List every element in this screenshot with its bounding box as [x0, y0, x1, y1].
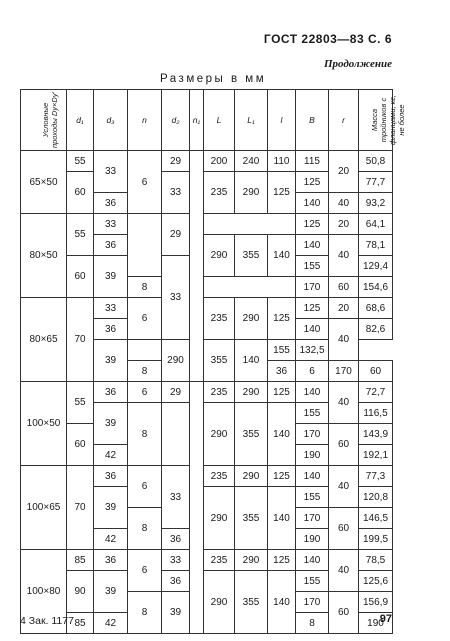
table-cell: 8	[128, 508, 162, 550]
table-cell: 20	[329, 298, 359, 319]
table-cell: 29	[162, 382, 190, 403]
column-header: l	[268, 90, 296, 151]
column-header: Масса тройников с фланцами, кг, не более	[359, 90, 393, 151]
table-cell: 140	[268, 571, 296, 634]
table-cell: 20	[329, 151, 359, 193]
table-cell: 290	[204, 403, 235, 466]
table-cell: 140	[296, 550, 329, 571]
table-cell: 290	[235, 550, 268, 571]
table-cell: 60	[329, 277, 359, 298]
table-cell	[204, 277, 296, 298]
table-cell: 64,1	[359, 214, 393, 235]
table-cell: 146,5	[359, 508, 393, 529]
table-cell: 36	[94, 466, 128, 487]
table-cell: 290	[162, 340, 190, 382]
table-cell: 60	[359, 361, 393, 382]
table-cell: 355	[204, 340, 235, 382]
table-cell: 29	[162, 214, 190, 256]
column-header: d₃	[94, 90, 128, 151]
column-header: L	[204, 90, 235, 151]
table-cell: 77,3	[359, 466, 393, 487]
table-cell: 125	[296, 214, 329, 235]
table-cell: 140	[268, 403, 296, 466]
table-cell: 8	[296, 613, 329, 634]
table-cell: 235	[204, 298, 235, 340]
table-cell: 55	[67, 151, 94, 172]
table-cell: 85	[67, 613, 94, 634]
table-cell: 200	[204, 151, 235, 172]
table-cell: 33	[94, 151, 128, 193]
table-cell: 155	[268, 340, 296, 361]
table-cell: 36	[94, 319, 128, 340]
table-cell: 8	[128, 277, 162, 298]
table-cell: 36	[94, 550, 128, 571]
table-cell	[128, 214, 162, 277]
table-cell: 33	[94, 214, 128, 235]
table-cell: 60	[329, 592, 359, 634]
table-cell: 29	[162, 151, 190, 172]
table-cell: 6	[128, 151, 162, 214]
table-cell: 170	[296, 508, 329, 529]
table-cell: 155	[296, 403, 329, 424]
table-cell: 355	[235, 403, 268, 466]
table-cell: 170	[296, 424, 329, 445]
table-cell: 70	[67, 298, 94, 382]
table-cell: 33	[162, 172, 190, 214]
table-cell: 42	[94, 529, 128, 550]
table-cell: 290	[204, 571, 235, 634]
table-cell	[128, 340, 162, 361]
table-cell: 40	[329, 550, 359, 592]
table-cell	[190, 382, 204, 634]
column-header: n	[128, 90, 162, 151]
table-cell: 116,5	[359, 403, 393, 424]
table-cell: 132,5	[296, 340, 329, 361]
table-cell: 290	[204, 487, 235, 550]
footer-order-number: 4 Зак. 1177	[20, 615, 74, 627]
table-cell: 70	[67, 466, 94, 550]
table-cell: 235	[204, 382, 235, 403]
table-cell: 55	[67, 214, 94, 256]
table-header-row	[21, 90, 393, 151]
table-cell: 125	[268, 298, 296, 340]
table-cell: 39	[94, 256, 128, 298]
table-cell: 235	[204, 466, 235, 487]
table-cell: 60	[67, 256, 94, 298]
table-cell: 140	[296, 319, 329, 340]
table-cell: 60	[329, 508, 359, 550]
table-cell: 36	[162, 571, 190, 592]
table-cell: 36	[94, 382, 128, 403]
table-cell: 290	[235, 466, 268, 487]
table-cell: 78,5	[359, 550, 393, 571]
table-cell: 355	[235, 235, 268, 277]
table-cell: 125	[268, 382, 296, 403]
table-cell: 154,6	[359, 277, 393, 298]
column-header: Условные проходы Dy×Dy'	[21, 90, 67, 151]
table-cell: 42	[94, 445, 128, 466]
table-cell: 125	[296, 298, 329, 319]
table-cell: 60	[67, 172, 94, 214]
table-cell: 143,9	[359, 424, 393, 445]
table-cell: 40	[329, 193, 359, 214]
table-row	[21, 298, 393, 319]
table-cell: 190	[359, 613, 393, 634]
table-cell: 85	[67, 550, 94, 571]
table-cell	[190, 151, 204, 382]
table-cell: 20	[329, 214, 359, 235]
table-cell: 170	[329, 361, 359, 382]
table-row	[21, 382, 393, 403]
table-cell: 77,7	[359, 172, 393, 193]
table-cell: 39	[94, 487, 128, 529]
table-cell: 140	[235, 340, 268, 382]
table-cell: 155	[296, 487, 329, 508]
table-cell: 6	[128, 298, 162, 340]
table-cell: 140	[296, 193, 329, 214]
table-cell	[204, 214, 296, 235]
table-cell: 40	[329, 466, 359, 508]
table-cell: 60	[67, 424, 94, 466]
table-cell: 125	[268, 172, 296, 214]
table-cell: 33	[94, 298, 128, 319]
table-cell: 36	[94, 235, 128, 256]
table-cell: 125,6	[359, 571, 393, 592]
table-cell	[162, 403, 190, 466]
table-cell: 129,4	[359, 256, 393, 277]
column-header: d₂	[162, 90, 190, 151]
table-row	[21, 151, 393, 172]
row-label: 65×50	[21, 151, 67, 214]
dimensions-table	[20, 89, 406, 634]
table-cell: 240	[235, 151, 268, 172]
table-cell: 36	[94, 193, 128, 214]
table-cell: 199,5	[359, 529, 393, 550]
table-cell: 125	[268, 550, 296, 571]
row-label: 80×50	[21, 214, 67, 298]
table-cell: 290	[235, 382, 268, 403]
table-cell: 235	[204, 172, 235, 214]
table-cell: 36	[268, 361, 296, 382]
document-header: ГОСТ 22803—83 С. 6	[263, 32, 392, 46]
table-cell: 125	[268, 466, 296, 487]
table-cell: 290	[204, 235, 235, 277]
table-cell: 90	[67, 571, 94, 613]
table-cell: 68,6	[359, 298, 393, 319]
table-cell: 39	[162, 592, 190, 634]
table-cell: 140	[268, 235, 296, 277]
table-cell: 33	[162, 466, 190, 529]
table-cell: 140	[296, 235, 329, 256]
table-cell: 156,9	[359, 592, 393, 613]
table-cell: 42	[94, 613, 128, 634]
table-cell: 6	[128, 382, 162, 403]
table-cell: 140	[296, 466, 329, 487]
table-row	[21, 550, 393, 571]
table-row	[21, 466, 393, 487]
table-cell: 6	[128, 466, 162, 508]
table-cell: 55	[67, 382, 94, 424]
table-cell: 78,1	[359, 235, 393, 256]
table-row	[21, 214, 393, 235]
row-label: 100×80	[21, 550, 67, 634]
table-cell: 115	[296, 151, 329, 172]
column-header: r	[329, 90, 359, 151]
table-cell: 155	[296, 571, 329, 592]
table-cell: 155	[296, 256, 329, 277]
column-header: n₁	[190, 90, 204, 151]
table-cell: 190	[296, 445, 329, 466]
table-cell: 39	[94, 571, 128, 613]
table-cell: 290	[235, 172, 268, 214]
table-caption: Размеры в мм	[160, 73, 267, 85]
table-cell: 192,1	[359, 445, 393, 466]
table-cell: 6	[128, 550, 162, 592]
table-cell: 8	[128, 361, 162, 382]
table-cell: 40	[329, 382, 359, 424]
table-cell: 190	[296, 529, 329, 550]
table-cell: 72,7	[359, 382, 393, 403]
table-cell: 33	[162, 550, 190, 571]
table-cell: 355	[235, 487, 268, 550]
table-cell: 50,8	[359, 151, 393, 172]
table-cell: 355	[235, 571, 268, 634]
table-cell: 290	[235, 298, 268, 340]
row-label: 100×50	[21, 382, 67, 466]
table-cell: 140	[268, 487, 296, 550]
table-cell: 170	[296, 592, 329, 613]
table-cell: 8	[128, 403, 162, 466]
table-cell: 39	[94, 340, 128, 382]
table-cell: 170	[296, 277, 329, 298]
table-cell: 140	[296, 382, 329, 403]
table-cell: 6	[296, 361, 329, 382]
row-label: 80×65	[21, 298, 67, 382]
column-header: L₁	[235, 90, 268, 151]
table-cell: 36	[162, 529, 190, 550]
table-cell: 110	[268, 151, 296, 172]
table-cell: 93,2	[359, 193, 393, 214]
table-cell: 82,6	[359, 319, 393, 340]
column-header: B	[296, 90, 329, 151]
table-cell: 125	[296, 172, 329, 193]
table-cell: 235	[204, 550, 235, 571]
row-label: 100×65	[21, 466, 67, 550]
table-cell: 120,8	[359, 487, 393, 508]
column-header: d₁	[67, 90, 94, 151]
continuation-label: Продолжение	[323, 58, 392, 70]
table-cell: 33	[162, 256, 190, 340]
table-cell: 40	[329, 235, 359, 277]
table-cell: 8	[128, 592, 162, 634]
table-cell: 40	[329, 319, 359, 361]
page-number: 97	[379, 613, 392, 625]
table-cell: 60	[329, 424, 359, 466]
table-cell: 39	[94, 403, 128, 445]
